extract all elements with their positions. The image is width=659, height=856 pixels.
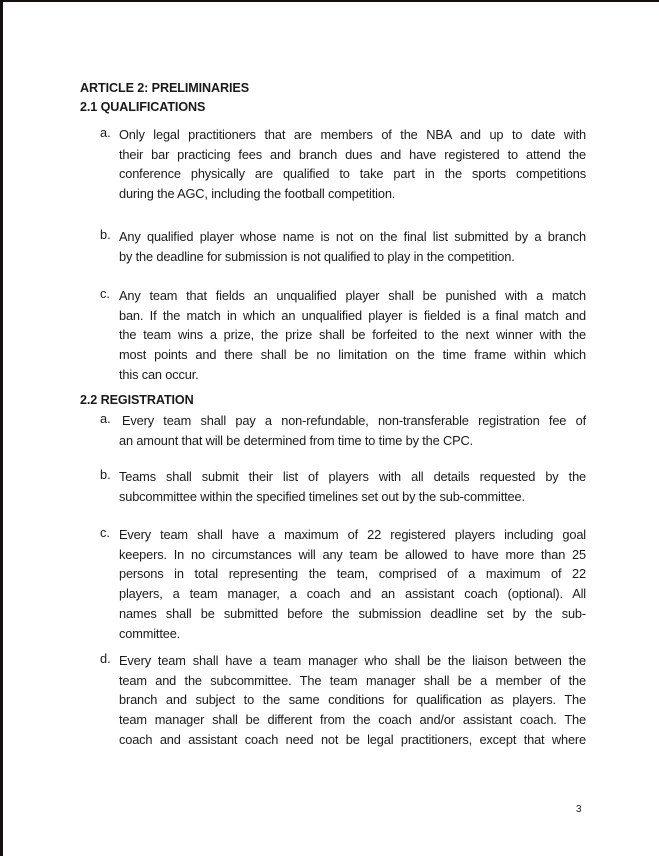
text-line: Any qualified player whose name is not on the final list submitted by a branch xyxy=(119,229,586,244)
paragraph xyxy=(119,651,586,750)
paragraph xyxy=(119,525,586,643)
text-line: persons in total representing the team, comprised of a maximum of 22 xyxy=(119,566,586,582)
text-line: Every team shall have a team manager who shall be the liaison between the xyxy=(119,653,586,668)
text-line: names shall be submitted before the submission deadline set by the sub- xyxy=(119,605,586,621)
text-line: Teams shall submit their list of players with all details requested by the xyxy=(119,469,586,484)
paragraph xyxy=(119,227,586,266)
list-item-2-2-d xyxy=(100,651,586,750)
text-line: Every team shall pay a non-refundable, non-transferable registration fee of xyxy=(122,413,586,428)
section-heading-registration: 2.2 REGISTRATION xyxy=(80,393,194,407)
text-line: ban. If the match in which an unqualified player is fielded is a final match and xyxy=(119,307,586,323)
text-line: by the deadline for submission is not qualified to play in the competition. xyxy=(119,248,515,264)
text-line: most points and there shall be no limitation on the time frame within which xyxy=(119,347,586,363)
text-line: coach and assistant coach need not be legal practitioners, except that where xyxy=(119,731,586,747)
text-line: branch and subject to the same conditions for qualification as players. The xyxy=(119,692,586,708)
list-marker: a. xyxy=(100,125,111,140)
list-marker: c. xyxy=(100,525,110,540)
list-item-2-2-c xyxy=(100,525,586,643)
list-item-2-2-a xyxy=(100,411,586,450)
paragraph xyxy=(119,411,586,450)
text-line: Every team shall have a maximum of 22 registered players including goal xyxy=(119,527,586,542)
text-line: team manager shall be different from the coach and/or assistant coach. The xyxy=(119,712,586,728)
text-line: Only legal practitioners that are members of the NBA and up to date with xyxy=(119,127,586,142)
text-line: keepers. In no circumstances will any team be allowed to have more than 25 xyxy=(119,546,586,562)
list-marker: c. xyxy=(100,286,110,301)
paragraph xyxy=(119,286,586,385)
text-line: Any team that fields an unqualified player shall be punished with a match xyxy=(119,288,586,303)
text-line: team and the subcommittee. The team manager shall be a member of the xyxy=(119,672,586,688)
article-heading: ARTICLE 2: PRELIMINARIES xyxy=(80,81,250,95)
page-number: 3 xyxy=(576,804,582,815)
text-line: subcommittee within the specified timelines set out by the sub-committee. xyxy=(119,488,525,504)
text-line: during the AGC, including the football competition. xyxy=(119,186,396,202)
text-line: their bar practicing fees and branch dues and have registered to attend the xyxy=(119,146,586,162)
text-line: committee. xyxy=(119,625,181,641)
list-item-2-1-a xyxy=(100,125,586,204)
list-marker: b. xyxy=(100,227,111,242)
list-item-2-1-b xyxy=(100,227,586,266)
text-line: this can occur. xyxy=(119,366,199,382)
list-marker: b. xyxy=(100,467,111,482)
list-marker: a. xyxy=(100,411,111,426)
list-marker: d. xyxy=(100,651,111,666)
text-line: the team wins a prize, the prize shall be forfeited to the next winner with the xyxy=(119,327,586,343)
paragraph xyxy=(119,125,586,204)
text-line: an amount that will be determined from time to time by the CPC. xyxy=(119,432,473,448)
text-line: conference physically are qualified to take part in the sports competitions xyxy=(119,166,586,182)
list-item-2-1-c xyxy=(100,286,586,385)
list-item-2-2-b xyxy=(100,467,586,506)
text-line: players, a team manager, a coach and an assistant coach (optional). All xyxy=(119,586,586,602)
paragraph xyxy=(119,467,586,506)
section-heading-qualifications: 2.1 QUALIFICATIONS xyxy=(80,100,206,114)
